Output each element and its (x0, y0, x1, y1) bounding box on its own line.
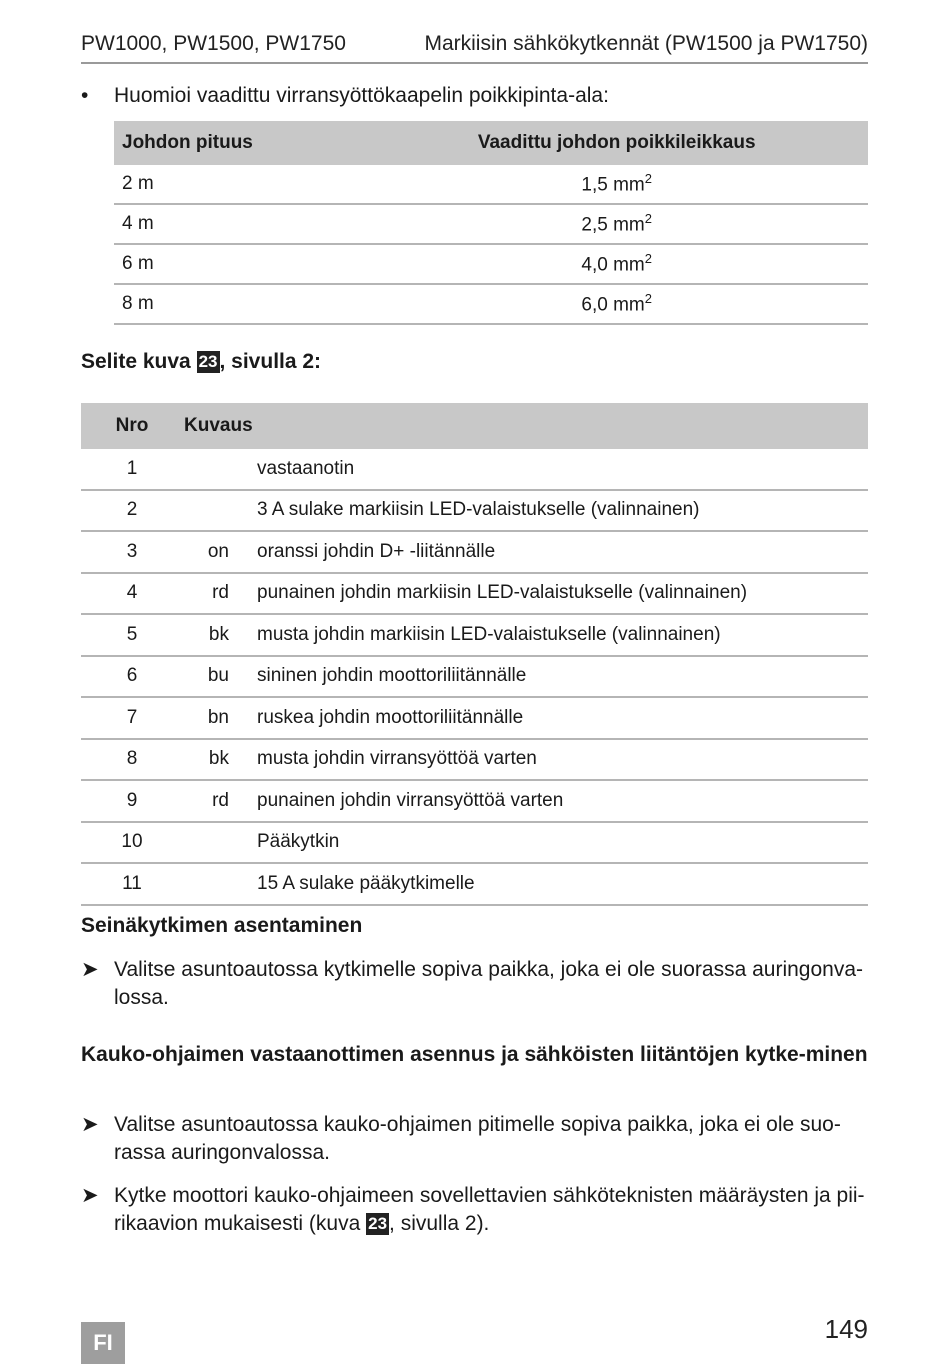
cable-header-length: Johdon pituus (114, 121, 365, 165)
table-row (114, 204, 868, 244)
wall-switch-step-text: Valitse asuntoautossa kytkimelle sopiva paikka, joka ei ole suorassa auringonva-lossa. (114, 958, 864, 1009)
language-badge: FI (81, 1322, 125, 1364)
table-row: 3 on oranssi johdin D+ -liitännälle (81, 531, 868, 573)
table-row: 9 rd punainen johdin virransyöttöä varten (81, 780, 868, 822)
figure-badge: 23 (368, 1214, 388, 1233)
table-row (114, 244, 868, 284)
cable-length: 4 m (114, 204, 365, 244)
remote-title: Kauko-ohjaimen vastaanottimen asennus ja sähköisten liitäntöjen kytke-minen (81, 1043, 868, 1066)
cable-section: 6,0 $mm^2$ (365, 284, 868, 324)
table-row: 6 bu sininen johdin moottoriliitännälle (81, 656, 868, 698)
cable-length: 6 m (114, 244, 365, 284)
table-row: 7 bn ruskea johdin moottoriliitännälle (81, 697, 868, 739)
table-row: 2 3 A sulake markiisin LED-valaistukselle (valinnainen) (81, 490, 868, 532)
wall-switch-step (81, 956, 868, 1012)
arrow-icon: ➤ (81, 1113, 99, 1136)
cable-section: 2,5 $mm^2$ (365, 204, 868, 244)
page-number: 149 (824, 1314, 868, 1344)
remote-step-2-text: Kytke moottori kauko-ohjaimeen sovellettavien sähköteknisten määräysten ja pii-rikaavion mukaisesti (kuva 23, sivulla 2). (114, 1184, 865, 1235)
cable-length: 2 m (114, 165, 365, 204)
remote-step-1-text: Valitse asuntoautossa kauko-ohjaimen pitimelle sopiva paikka, joka ei ole suo-rassa auringonvalossa. (114, 1113, 841, 1164)
header-models: PW1000, PW1500, PW1750 (81, 32, 346, 55)
remote-step-1 (81, 1111, 868, 1167)
bullet-icon: • (81, 84, 89, 107)
arrow-icon: ➤ (81, 958, 99, 981)
table-row: 11 15 A sulake pääkytkimelle (81, 863, 868, 905)
legend-table (81, 403, 868, 906)
cable-section: 1,5 $mm^2$ (365, 165, 868, 204)
table-row (114, 284, 868, 324)
cable-section: 4,0 $mm^2$ (365, 244, 868, 284)
legend-title: Selite kuva 23, sivulla 2: (81, 350, 322, 373)
header-section: Markiisin sähkökytkennät (PW1500 ja PW1750) (424, 32, 868, 55)
table-row: 10 Pääkytkin (81, 822, 868, 864)
table-row: 4 rd punainen johdin markiisin LED-valaistukselle (valinnainen) (81, 573, 868, 615)
cable-table (114, 121, 868, 325)
cable-length: 8 m (114, 284, 365, 324)
legend-header-nro: Nro (81, 403, 183, 449)
arrow-icon: ➤ (81, 1184, 99, 1207)
intro-text: Huomioi vaadittu virransyöttökaapelin poikkipinta-ala: (114, 84, 609, 107)
remote-step-2 (81, 1182, 868, 1238)
legend-header-desc: Kuvaus (183, 403, 868, 449)
table-row: 1 vastaanotin (81, 449, 868, 490)
page-header (81, 32, 868, 64)
table-row: 8 bk musta johdin virransyöttöä varten (81, 739, 868, 781)
figure-badge: 23 (198, 352, 218, 371)
cable-header-section: Vaadittu johdon poikkileikkaus (365, 121, 868, 165)
table-row: 5 bk musta johdin markiisin LED-valaistukselle (valinnainen) (81, 614, 868, 656)
wall-switch-title: Seinäkytkimen asentaminen (81, 914, 363, 937)
table-row (114, 165, 868, 204)
